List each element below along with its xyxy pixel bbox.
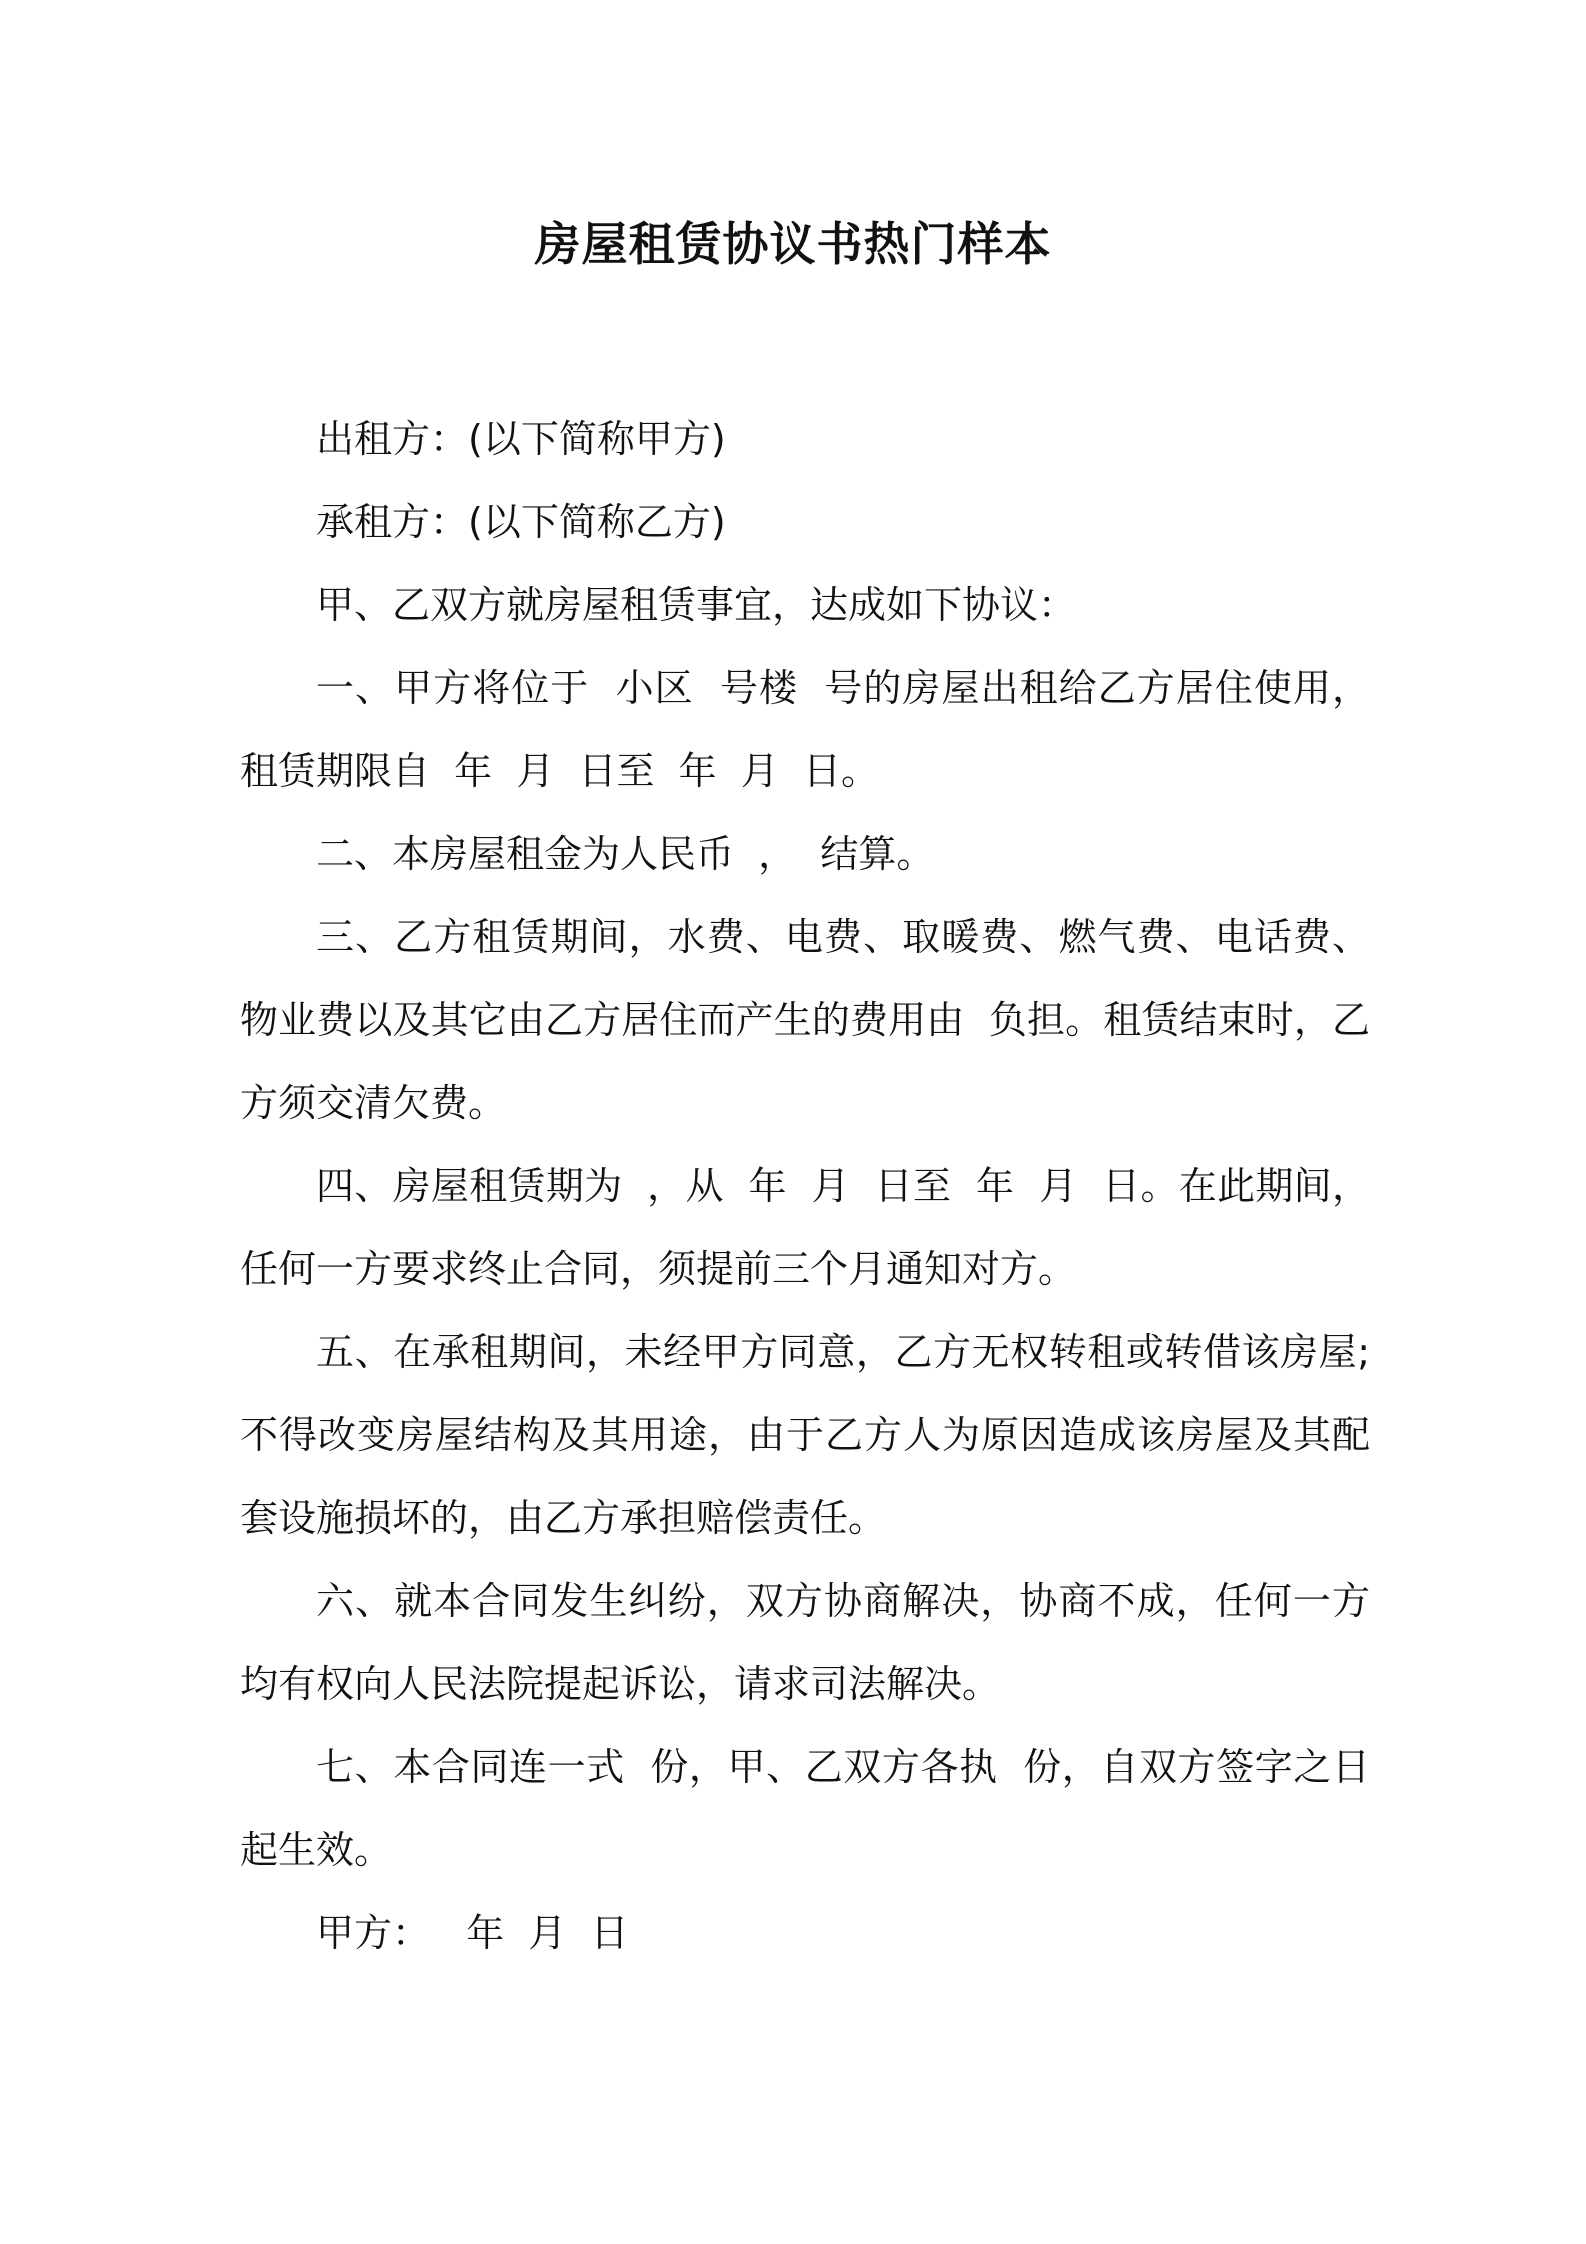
document-title: 房屋租赁协议书热门样本 bbox=[534, 217, 1052, 271]
paragraph-lessee: 承租方：(以下简称乙方) bbox=[316, 500, 726, 544]
paragraph-lessor: 出租方：(以下简称甲方) bbox=[316, 417, 726, 461]
paragraph-clause-6: 六、就本合同发生纠纷，双方协商解决，协商不成，任何一方均有权向人民法院提起诉讼，请求司法解决。 bbox=[240, 1579, 1370, 1706]
paragraph-signature-party-a: 甲方： 年 月 日 bbox=[316, 1911, 629, 1955]
paragraph-clause-4: 四、房屋租赁期为 ，从 年 月 日至 年 月 日。在此期间，任何一方要求终止合同，须提前三个月通知对方。 bbox=[240, 1164, 1370, 1291]
document-body bbox=[240, 398, 1370, 1975]
paragraph-clause-5: 五、在承租期间，未经甲方同意，乙方无权转租或转借该房屋;不得改变房屋结构及其用途，由于乙方人为原因造成该房屋及其配套设施损坏的，由乙方承担赔偿责任。 bbox=[240, 1330, 1370, 1540]
paragraph-clause-2: 二、本房屋租金为人民币 ， 结算。 bbox=[316, 832, 935, 876]
paragraph-clause-1: 一、甲方将位于 小区 号楼 号的房屋出租给乙方居住使用，租赁期限自 年 月 日至 年 月 日。 bbox=[240, 666, 1370, 793]
paragraph-preamble: 甲、乙双方就房屋租赁事宜，达成如下协议： bbox=[316, 583, 1077, 627]
paragraph-clause-3: 三、乙方租赁期间，水费、电费、取暖费、燃气费、电话费、物业费以及其它由乙方居住而产生的费用由 负担。租赁结束时，乙方须交清欠费。 bbox=[240, 915, 1370, 1125]
paragraph-clause-7: 七、本合同连一式 份，甲、乙双方各执 份，自双方签字之日起生效。 bbox=[240, 1745, 1370, 1872]
